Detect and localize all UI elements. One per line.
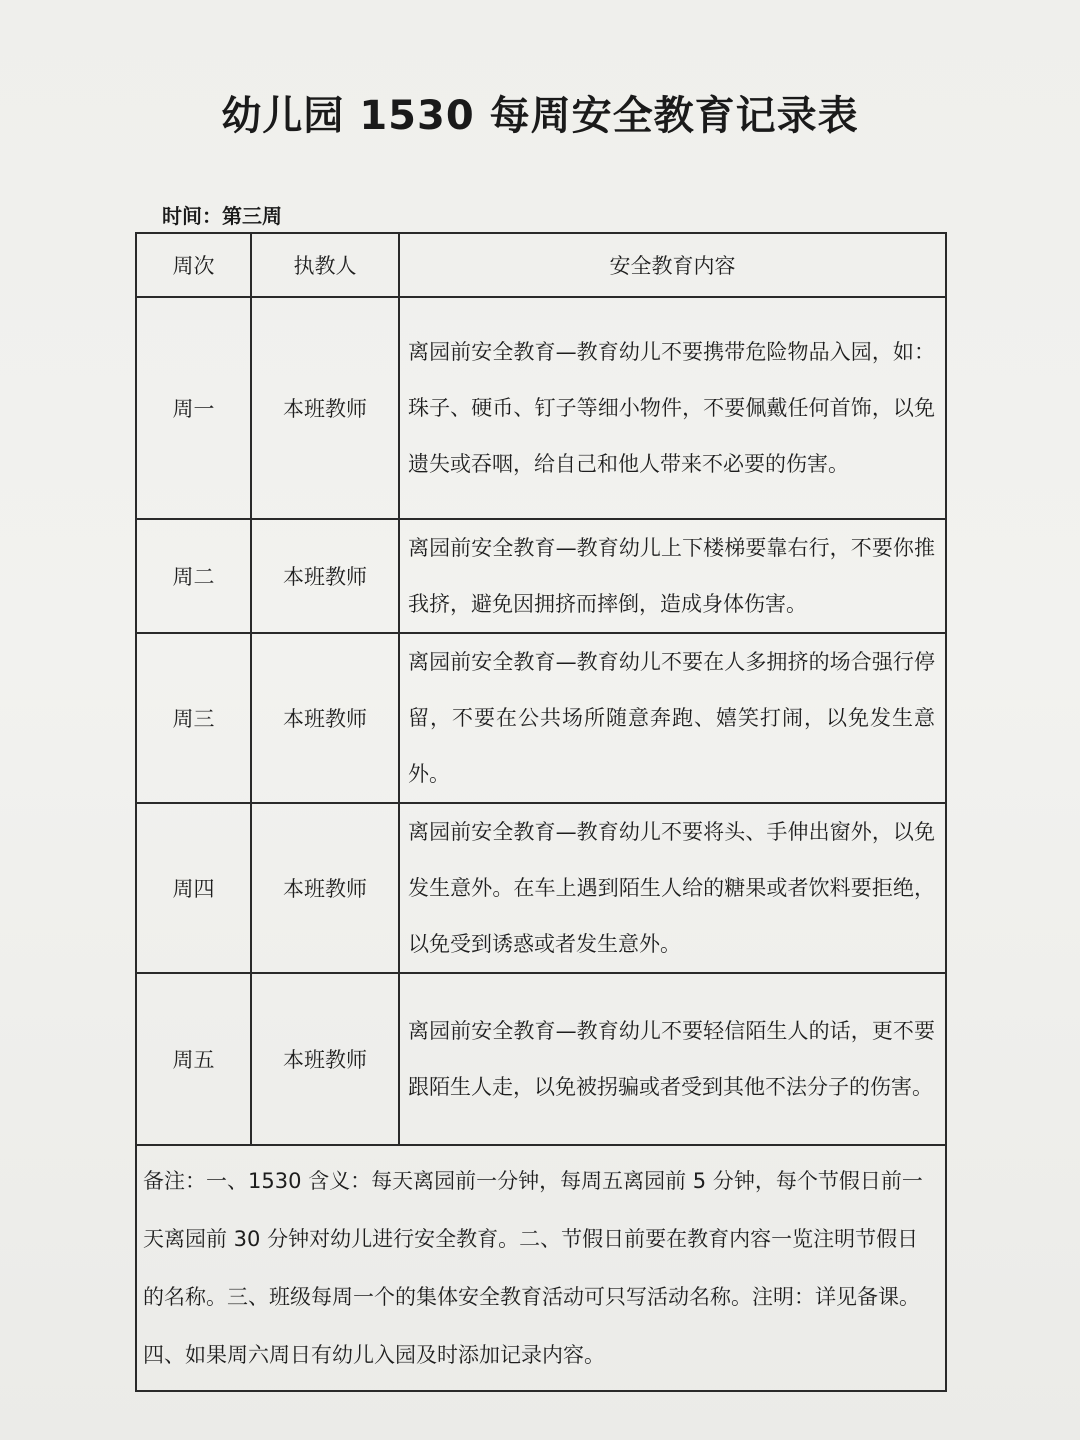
- teacher-cell: 本班教师: [251, 803, 399, 973]
- content-cell: 离园前安全教育—教育幼儿不要轻信陌生人的话，更不要跟陌生人走，以免被拐骗或者受到其他不法分子的伤害。: [399, 973, 946, 1145]
- content-cell: 离园前安全教育—教育幼儿不要在人多拥挤的场合强行停留，不要在公共场所随意奔跑、嬉笑打闹，以免发生意外。: [399, 633, 946, 803]
- note-cell: 备注：一、1530 含义：每天离园前一分钟，每周五离园前 5 分钟，每个节假日前一天离园前 30 分钟对幼儿进行安全教育。二、节假日前要在教育内容一览注明节假日的名称。三、班级每周一个的集体安全教育活动可只写活动名称。注明：详见备课。四、如果周六周日有幼儿入园及时添加记录内容。: [136, 1145, 946, 1391]
- week-cell: 周三: [136, 633, 251, 803]
- table-row: [136, 803, 946, 973]
- teacher-cell: 本班教师: [251, 297, 399, 519]
- week-cell: 周一: [136, 297, 251, 519]
- header-week: 周次: [136, 233, 251, 297]
- teacher-cell: 本班教师: [251, 519, 399, 633]
- time-label: 时间：第三周: [162, 204, 282, 228]
- header-teacher: 执教人: [251, 233, 399, 297]
- table-row: [136, 973, 946, 1145]
- note-row: [136, 1145, 946, 1391]
- teacher-cell: 本班教师: [251, 633, 399, 803]
- table-header-row: [136, 233, 946, 297]
- table-row: [136, 633, 946, 803]
- teacher-cell: 本班教师: [251, 973, 399, 1145]
- week-cell: 周二: [136, 519, 251, 633]
- header-content: 安全教育内容: [399, 233, 946, 297]
- content-cell: 离园前安全教育—教育幼儿不要将头、手伸出窗外，以免发生意外。在车上遇到陌生人给的糖果或者饮料要拒绝，以免受到诱惑或者发生意外。: [399, 803, 946, 973]
- record-table: [135, 232, 947, 1392]
- week-cell: 周五: [136, 973, 251, 1145]
- content-cell: 离园前安全教育—教育幼儿不要携带危险物品入园，如：珠子、硬币、钉子等细小物件，不要佩戴任何首饰，以免遗失或吞咽，给自己和他人带来不必要的伤害。: [399, 297, 946, 519]
- week-cell: 周四: [136, 803, 251, 973]
- document-title: 幼儿园 1530 每周安全教育记录表: [221, 93, 859, 139]
- table-row: [136, 297, 946, 519]
- table-row: [136, 519, 946, 633]
- content-cell: 离园前安全教育—教育幼儿上下楼梯要靠右行，不要你推我挤，避免因拥挤而摔倒，造成身体伤害。: [399, 519, 946, 633]
